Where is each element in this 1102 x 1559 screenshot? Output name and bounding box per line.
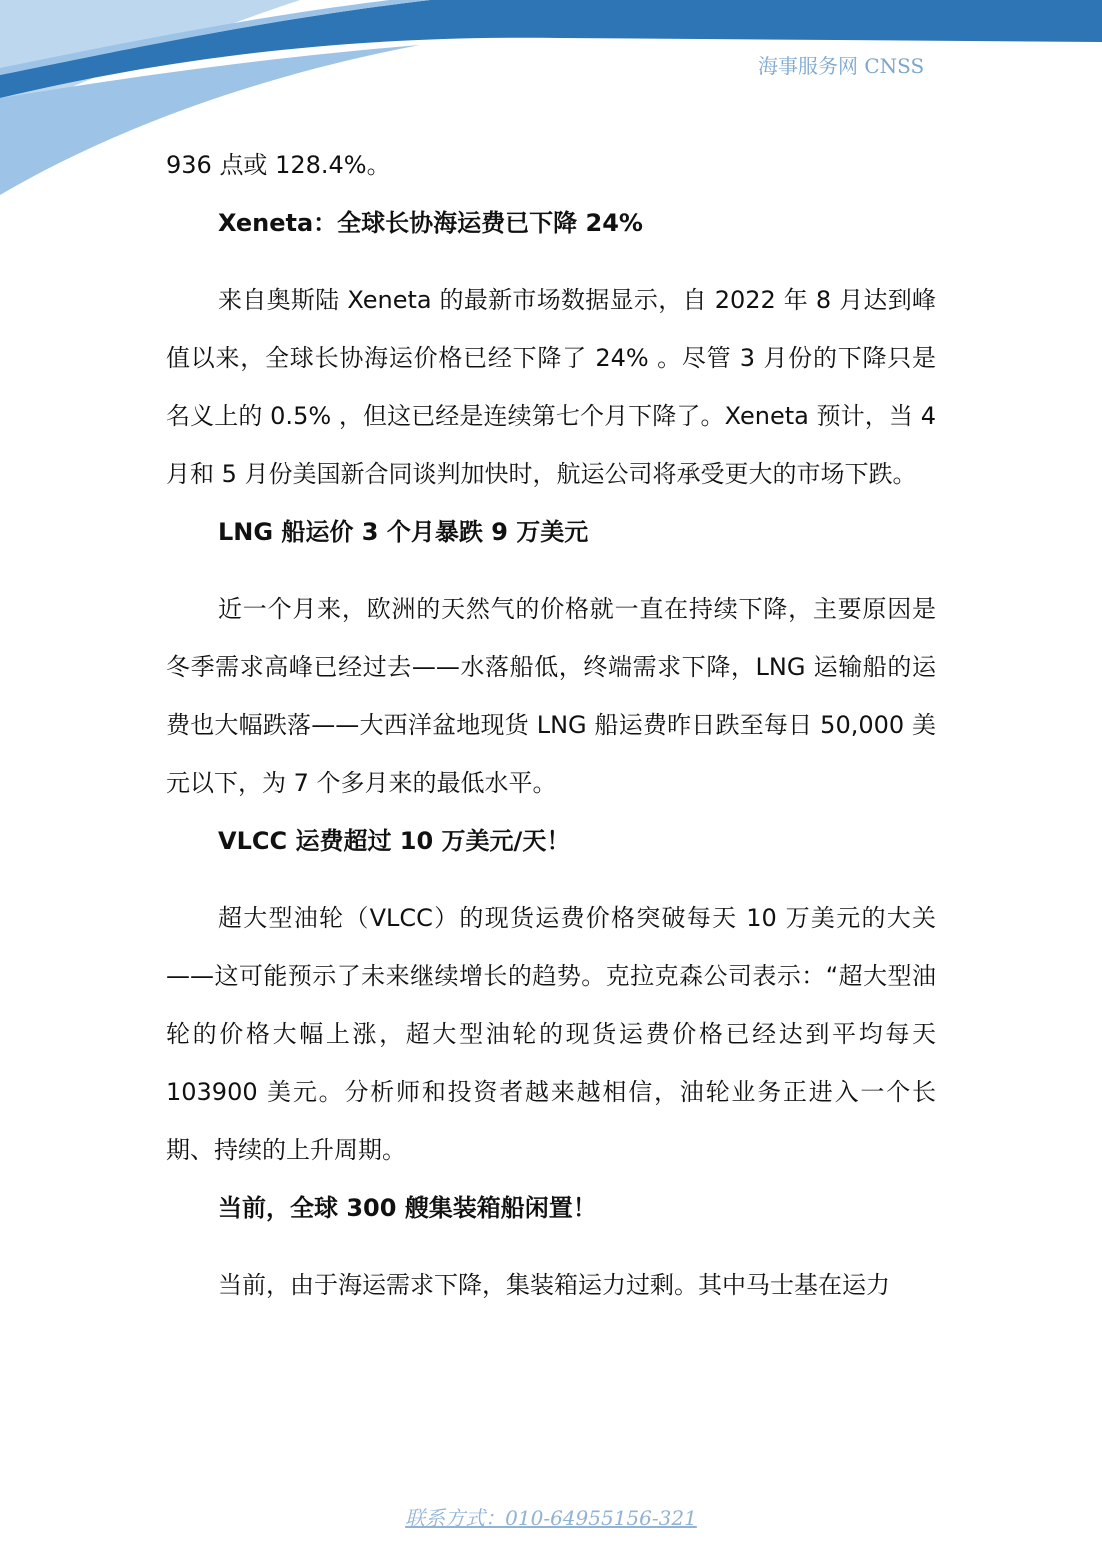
section-paragraph: 来自奥斯陆 Xeneta 的最新市场数据显示，自 2022 年 8 月达到峰值以来，全球长协海运价格已经下降了 24% 。尽管 3 月份的下降只是名义上的 0.5% ，但这已经是连续第七个月下降了。Xeneta 预计，当 4 月和 5 月份美国新合同谈判加快时，航运公司将承受更大的市场下跌。 [166, 286, 936, 488]
section-paragraph: 近一个月来，欧洲的天然气的价格就一直在持续下降，主要原因是冬季需求高峰已经过去——水落船低，终端需求下降，LNG 运输船的运费也大幅跌落——大西洋盆地现货 LNG 船运费昨日跌至每日 50,000 美元以下，为 7 个多月来的最低水平。 [166, 595, 936, 797]
section-heading: VLCC 运费超过 10 万美元/天！ [218, 827, 571, 855]
site-name: 海事服务网 CNSS [758, 54, 925, 78]
section-paragraph: 当前，由于海运需求下降，集装箱运力过剩。其中马士基在运力 [218, 1271, 890, 1299]
lead-fragment: 936 点或 128.4%。 [166, 151, 391, 179]
section-heading: 当前，全球 300 艘集装箱船闲置！ [218, 1194, 597, 1222]
section-heading: LNG 船运价 3 个月暴跌 9 万美元 [218, 518, 589, 546]
footer [0, 1502, 1102, 1531]
section-paragraph: 超大型油轮（VLCC）的现货运费价格突破每天 10 万美元的大关——这可能预示了未来继续增长的趋势。克拉克森公司表示：“超大型油轮的价格大幅上涨，超大型油轮的现货运费价格已经达到平均每天 103900 美元。分析师和投资者越来越相信，油轮业务正进入一个长期、持续的上升周期。 [166, 904, 936, 1164]
contact-info: 联系方式：010-64955156-321 [405, 1506, 697, 1530]
section-heading: Xeneta：全球长协海运费已下降 24% [218, 209, 643, 237]
article-body [166, 136, 936, 1314]
